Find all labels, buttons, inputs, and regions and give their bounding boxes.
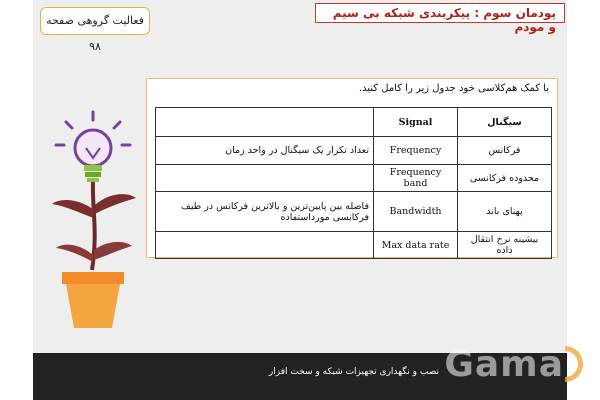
- header-signal-en: Signal: [374, 108, 458, 137]
- leaf-left-lower: [56, 245, 93, 262]
- signal-table: [155, 107, 552, 259]
- row-term-fa: پهنای باند: [458, 192, 552, 232]
- table-row: [156, 192, 552, 232]
- table-row: [156, 165, 552, 192]
- row-term-fa: فرکانس: [458, 137, 552, 165]
- pot-body: [66, 284, 120, 328]
- table-row: [156, 232, 552, 259]
- header-description: [156, 108, 374, 137]
- bulb-glass: [75, 130, 111, 166]
- row-description: [156, 232, 374, 259]
- left-margin: [0, 0, 33, 353]
- header-signal-fa: سیگنال: [458, 108, 552, 137]
- lightbulb-plant-icon: [48, 110, 138, 335]
- row-term-en: Bandwidth: [374, 192, 458, 232]
- row-description: [156, 165, 374, 192]
- row-term-fa: محدوده فرکانسی: [458, 165, 552, 192]
- table-card: [146, 78, 558, 258]
- row-term-en: Max data rate: [374, 232, 458, 259]
- row-term-fa: بیشینه نرخ انتقال داده: [458, 232, 552, 259]
- activity-label: فعالیت گروهی صفحه ۹۸: [40, 7, 150, 35]
- gama-watermark: Gama: [444, 344, 564, 385]
- leaf-left-upper: [52, 200, 94, 218]
- leaf-right-lower: [94, 242, 132, 260]
- pot-rim: [62, 272, 124, 284]
- instruction-text: با کمک هم‌کلاسی خود جدول زیر را کامل کنید.: [358, 83, 549, 94]
- right-margin: [567, 0, 600, 353]
- bulb-base-3: [87, 178, 99, 182]
- table-header-row: [156, 108, 552, 137]
- bulb-base-2: [85, 172, 101, 177]
- slide-title: پودمان سوم : پیکربندی شبکه بی سیم و مودم: [315, 3, 565, 23]
- table-row: [156, 137, 552, 165]
- row-description: تعداد تکرار یک سیگنال در واحد زمان: [156, 137, 374, 165]
- row-term-en: Frequency band: [374, 165, 458, 192]
- footer-text: نصب و نگهداری تجهیزات شبکه و سخت افزار: [268, 367, 439, 377]
- row-term-en: Frequency: [374, 137, 458, 165]
- row-description: فاصله بین پایین‌ترین و بالاترین فرکانس در طیف فرکانسی مورداستفاده: [156, 192, 374, 232]
- bulb-base-1: [84, 165, 102, 171]
- leaf-right-upper: [95, 194, 136, 214]
